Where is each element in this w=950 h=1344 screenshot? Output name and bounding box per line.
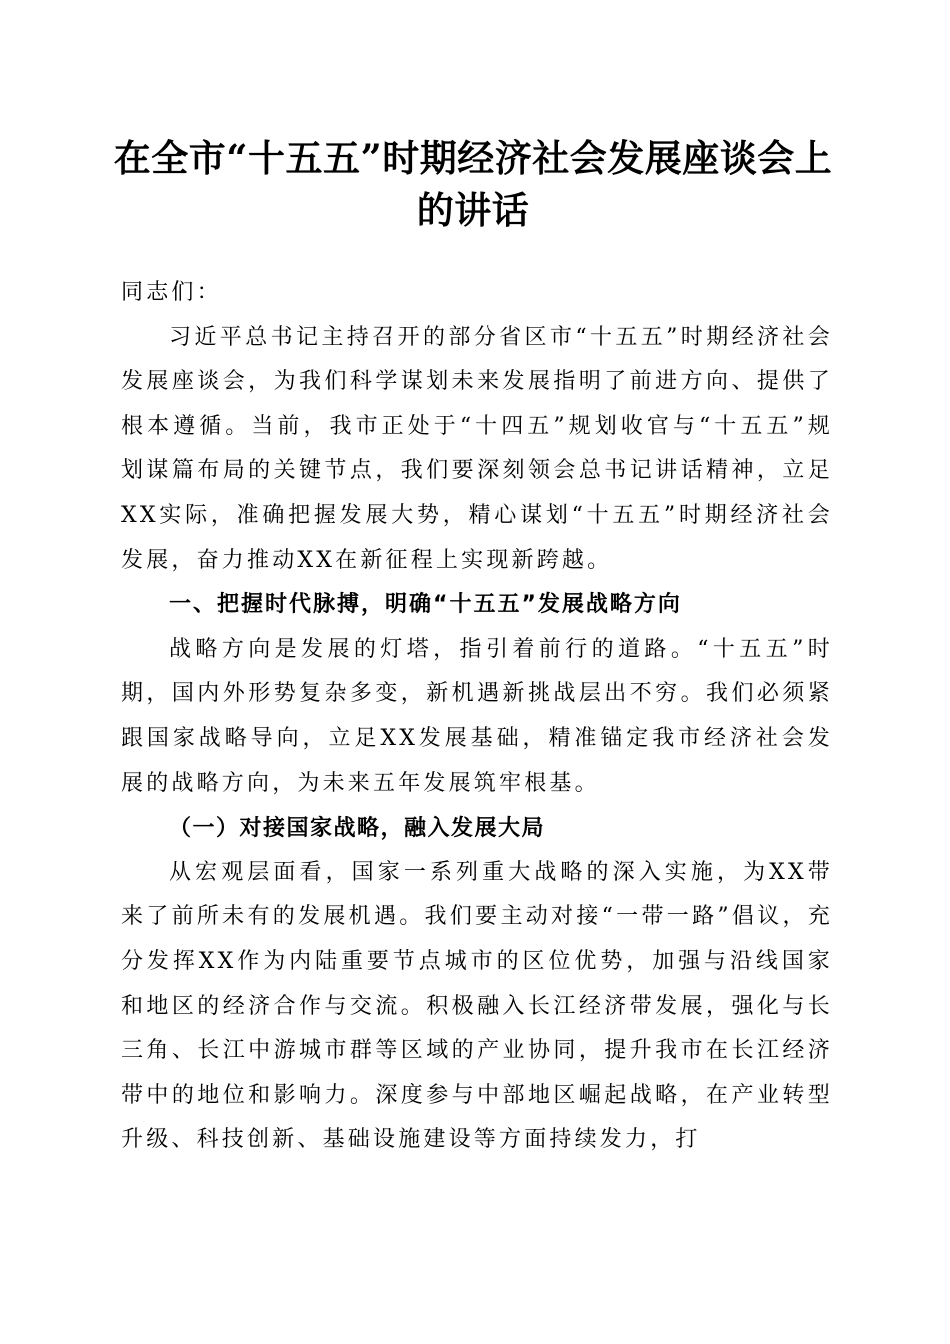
salutation: 同志们： bbox=[121, 280, 222, 305]
document-body bbox=[121, 271, 833, 1163]
document-title: 在全市“十五五”时期经济社会发展座谈会上的讲话 bbox=[113, 136, 833, 232]
section-heading-1: 一、把握时代脉搏，明确“十五五”发展战略方向 bbox=[169, 592, 682, 618]
subsection-heading-1: （一）对接国家战略，融入发展大局 bbox=[169, 815, 546, 842]
paragraph-intro: 习近平总书记主持召开的部分省区市“十五五”时期经济社会发展座谈会，为我们科学谋划未来发展指明了前进方向、提供了根本遵循。当前，我市正处于“十四五”规划收官与“十五五”规划谋篇布局的关键节点，我们要深刻领会总书记讲话精神，立足XX实际，准确把握发展大势，精心谋划“十五五”时期经济社会发展，奋力推动XX在新征程上实现新跨越。 bbox=[121, 324, 833, 573]
paragraph-national-strategy: 从宏观层面看，国家一系列重大战略的深入实施，为XX带来了前所未有的发展机遇。我们要主动对接“一带一路”倡议，充分发挥XX作为内陆重要节点城市的区位优势，加强与沿线国家和地区的经济合作与交流。积极融入长江经济带发展，强化与长三角、长江中游城市群等区域的产业协同，提升我市在长江经济带中的地位和影响力。深度参与中部地区崛起战略，在产业转型升级、科技创新、基础设施建设等方面持续发力，打 bbox=[121, 859, 833, 1153]
paragraph-strategy: 战略方向是发展的灯塔，指引着前行的道路。“十五五”时期，国内外形势复杂多变，新机遇新挑战层出不穷。我们必须紧跟国家战略导向，立足XX发展基础，精准锚定我市经济社会发展的战略方向，为未来五年发展筑牢根基。 bbox=[121, 636, 833, 796]
